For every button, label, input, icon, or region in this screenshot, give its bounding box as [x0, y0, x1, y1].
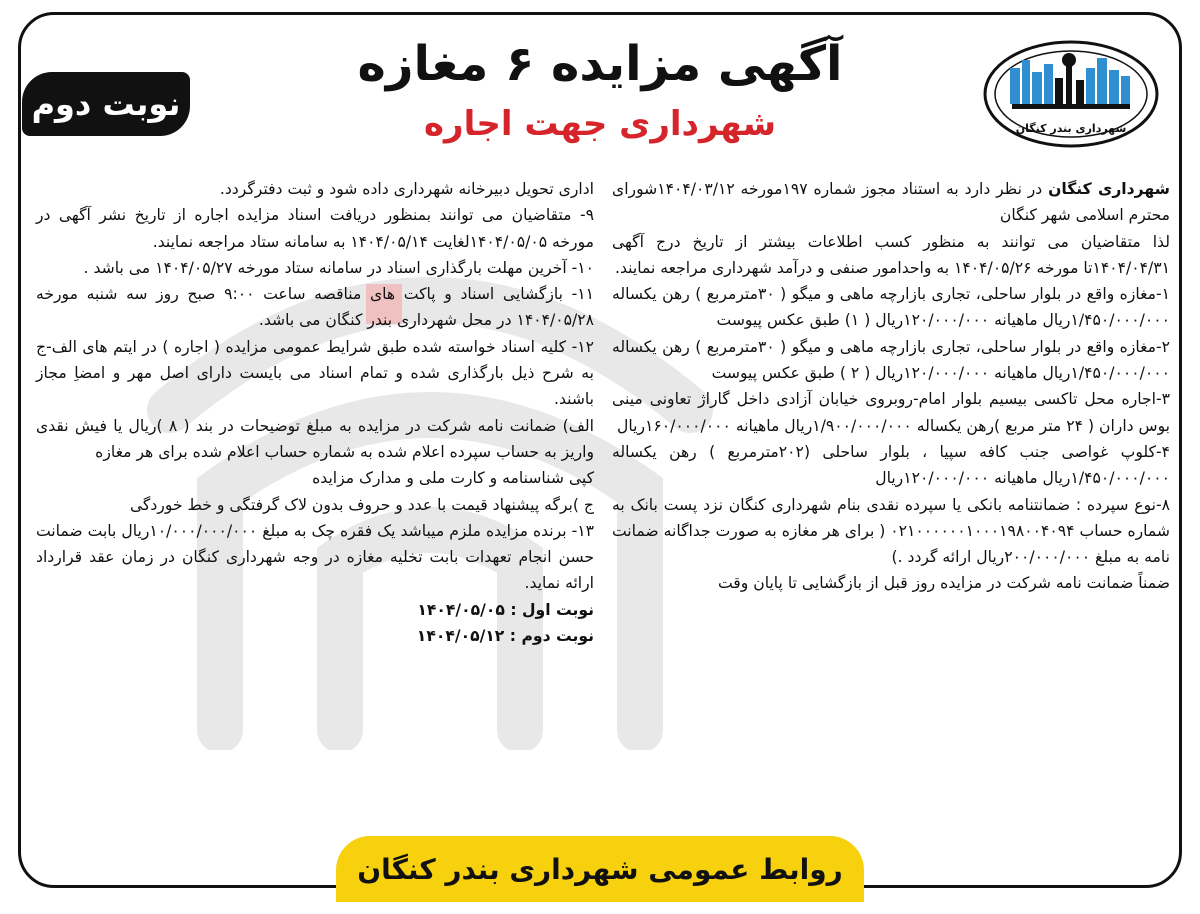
intro-paragraph: [612, 176, 1170, 229]
item-2: ۲-مغازه واقع در بلوار ساحلی، تجاری بازارچه ماهی و میگو ( ۳۰مترمربع ) رهن یکساله ۱/۴۵۰/۰۰۰/۰۰۰ریال ماهیانه ۱۲۰/۰۰۰/۰۰۰ریال ( ۲ ) طبق عکس پیوست: [612, 337, 1171, 383]
intro-rest: در نظر دارد به استناد مجوز شماره ۱۹۷مورخه ۱۴۰۴/۰۳/۱۲شورای محترم اسلامی شهر کنگان: [612, 180, 1170, 225]
item-9: ۹- متقاضیان می توانند بمنظور دریافت اسناد مزایده اجاره از تاریخ نشر آگهی در مورخه ۱۴۰۴/۰۵/۰۵لغایت ۱۴۰۴/۰۵/۱۴ به سامانه ستاد مراجعه نمایند.: [36, 206, 594, 251]
guarantee-note: ضمناً ضمانت نامه شرکت در مزایده روز قبل از بازگشایی تا پایان وقت: [717, 574, 1170, 593]
item-4: ۴-کلوپ غواصی جنب کافه سپیا ، بلوار ساحلی (۲۰۲مترمربع ) رهن یکساله ۱/۴۵۰/۰۰۰/۰۰۰ریال ماهیانه ۱۲۰/۰۰۰/۰۰۰ریال: [612, 442, 1171, 488]
nobat-2-date: ۱۴۰۴/۰۵/۱۲: [416, 627, 510, 646]
right-column: [612, 176, 1170, 597]
logo-text: شهرداری بندر کنگان: [1015, 122, 1127, 135]
nobat-2: [36, 623, 594, 649]
intro-bold: شهرداری کنگان: [1048, 180, 1170, 198]
page-title: آگهی مزایده ۶ مغازه: [357, 36, 843, 92]
left-column: [36, 176, 594, 649]
info-paragraph: لذا متقاضیان می توانند به منظور کسب اطلاعات بیشتر از تاریخ درج آگهی ۱۴۰۴/۰۴/۳۱تا مورخه ۱۴۰۴/۰۵/۲۶ به واحدامور صنفی و درآمد شهرداری مراجعه نمایند.: [612, 232, 1170, 277]
footer-public-relations: روابط عمومی شهرداری بندر کنگان: [336, 836, 864, 902]
nobat-1-label: نوبت اول :: [510, 600, 594, 619]
nobat-badge: نوبت دوم: [22, 72, 190, 136]
item-copy-id: کپی شناسنامه و کارت ملی و مدارک مزایده: [312, 469, 594, 488]
item-alef: الف) ضمانت نامه شرکت در مزایده به مبلغ توضیحات در بند ( ۸ )ریال یا فیش نقدی واریز به حساب سپرده اعلام شده به شماره حساب اعلام شده برای هر مغازه: [36, 416, 594, 461]
item-jim: ج )برگه پیشنهاد قیمت با عدد و حروف بدون لاک گرفتگی و خط خوردگی: [129, 495, 594, 514]
municipality-logo: [982, 38, 1160, 150]
item-3: ۳-اجاره محل تاکسی بیسیم بلوار امام-روبروی خیابان آزادی داخل گاراژ تعاونی مینی بوس داران ( ۲۴ متر مربع )رهن یکساله ۱/۹۰۰/۰۰۰/۰۰۰ریال ماهیانه ۱۶۰/۰۰۰/۰۰۰ریال: [612, 390, 1170, 435]
item-11: ۱۱- بازگشایی اسناد و پاکت های مناقصه ساعت ۹:۰۰ صبح روز سه شنبه مورخه ۱۴۰۴/۰۵/۲۸ در محل شهرداری بندر کنگان می باشد.: [36, 285, 595, 330]
nobat-2-label: نوبت دوم :: [509, 627, 594, 646]
item-10: ۱۰- آخرین مهلت بارگذاری اسناد در سامانه ستاد مورخه ۱۴۰۴/۰۵/۲۷ می باشد .: [83, 258, 594, 277]
nobat-1: [36, 597, 594, 623]
item-1: ۱-مغازه واقع در بلوار ساحلی، تجاری بازارچه ماهی و میگو ( ۳۰مترمربع ) رهن یکساله ۱/۴۵۰/۰۰۰/۰۰۰ریال ماهیانه ۱۲۰/۰۰۰/۰۰۰ریال ( ۱) طبق عکس پیوست: [612, 285, 1171, 330]
delivery-note: اداری تحویل دبیرخانه شهرداری داده شود و ثبت دفترگردد.: [219, 180, 594, 198]
nobat-1-date: ۱۴۰۴/۰۵/۰۵: [417, 600, 511, 619]
item-13: ۱۳- برنده مزایده ملزم میباشد یک فقره چک به مبلغ ۱۰/۰۰۰/۰۰۰/۰۰۰ریال بابت ضمانت حسن انجام تعهدات بابت تخلیه مغازه در وجه شهرداری کنگان در زمان عقد قرارداد ارائه نماید.: [36, 521, 594, 593]
item-12: ۱۲- کلیه اسناد خواسته شده طبق شرایط عمومی مزایده ( اجاره ) در ایتم های الف-ج به شرح ذیل بارگذاری شده و تمام اسناد می بایست دارای اصل مهر و امضاِ مجاز باشند.: [36, 337, 594, 409]
page-subtitle: شهرداری جهت اجاره: [423, 104, 777, 144]
item-8: ۸-نوع سپرده : ضمانتنامه بانکی یا سپرده نقدی بنام شهرداری کنگان نزد پست بانک به شماره حساب ۰۲۱۰۰۰۰۰۰۱۰۰۰۱۹۸۰۰۴۰۹۴ ( برای هر مغازه به صورت جداگانه ضمانت نامه به مبلغ ۲۰۰/۰۰۰/۰۰۰ریال ارائه گردد .): [612, 495, 1170, 567]
